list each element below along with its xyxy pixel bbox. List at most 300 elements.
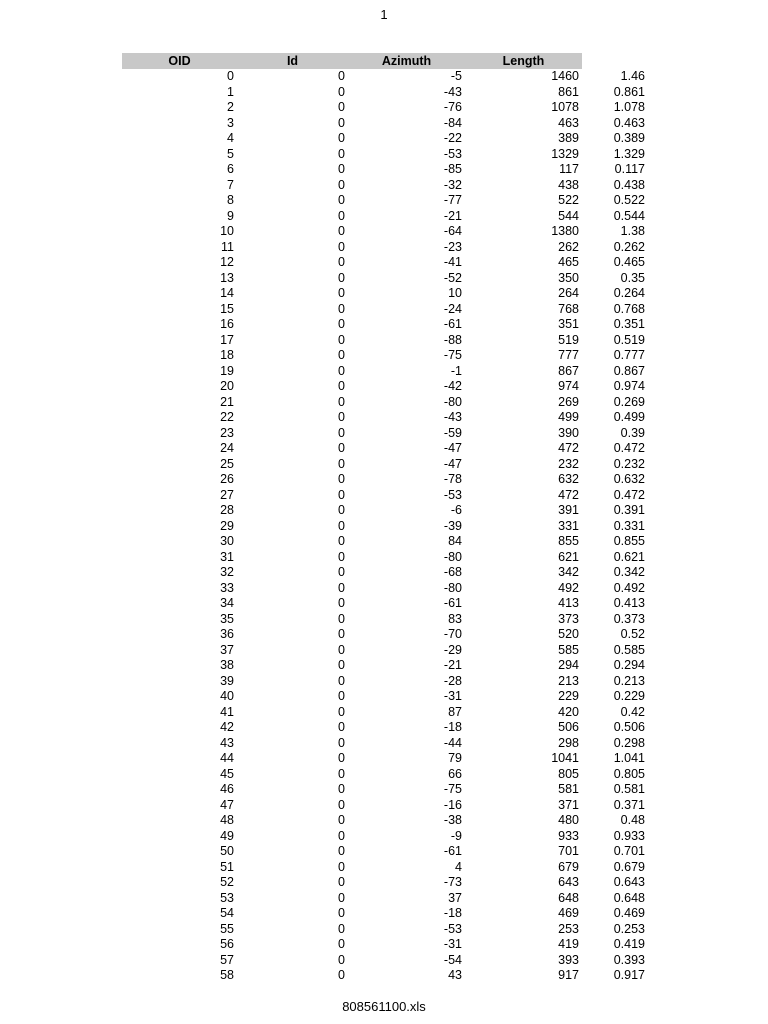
id-cell: 0 [338, 379, 345, 393]
id-cell: 0 [338, 968, 345, 982]
azimuth-cell: -18 [443, 906, 462, 920]
azimuth-cell: -28 [443, 673, 462, 688]
oid-cell: 35 [220, 611, 234, 626]
azimuth-cell: 66 [448, 766, 462, 781]
length-km-cell: 1.329 [613, 146, 645, 161]
id-cell: 0 [338, 503, 345, 517]
table-row [122, 751, 648, 767]
oid-cell: 36 [220, 627, 234, 641]
oid-cell: 23 [220, 425, 234, 440]
length-cell: 933 [558, 828, 579, 843]
table-header [122, 53, 648, 69]
oid-cell: 19 [220, 363, 234, 378]
length-cell: 855 [558, 534, 579, 548]
length-km-cell: 0.867 [613, 363, 645, 378]
length-km-cell: 0.499 [613, 410, 645, 424]
id-cell: 0 [338, 859, 345, 874]
table-row [122, 674, 648, 690]
oid-cell: 6 [227, 162, 234, 176]
length-km-cell: 0.48 [620, 813, 645, 827]
length-cell: 371 [558, 797, 579, 812]
length-km-cell: 0.632 [613, 472, 645, 486]
file-name-footer: 808561100.xls [342, 999, 426, 1014]
length-cell: 298 [558, 735, 579, 750]
length-km-cell: 0.701 [613, 844, 645, 858]
id-cell: 0 [338, 487, 345, 502]
oid-cell: 18 [220, 348, 234, 362]
oid-cell: 26 [220, 472, 234, 486]
azimuth-cell: -77 [443, 193, 462, 207]
oid-cell: 7 [227, 177, 234, 192]
table-row [122, 689, 648, 705]
length-km-cell: 0.342 [613, 565, 645, 579]
oid-cell: 12 [220, 255, 234, 269]
id-cell: 0 [338, 208, 345, 223]
table-row [122, 240, 648, 256]
length-km-cell: 0.294 [613, 658, 645, 672]
azimuth-cell: -5 [450, 69, 462, 83]
azimuth-cell: -29 [443, 642, 462, 657]
oid-cell: 52 [220, 875, 234, 889]
oid-cell: 4 [227, 131, 234, 145]
table-row [122, 457, 648, 473]
id-cell: 0 [338, 890, 345, 905]
id-cell: 0 [338, 456, 345, 471]
id-cell: 0 [338, 689, 345, 703]
id-cell: 0 [338, 131, 345, 145]
length-km-cell: 0.264 [613, 286, 645, 300]
length-km-cell: 0.229 [613, 689, 645, 703]
azimuth-cell: -70 [443, 627, 462, 641]
table-row [122, 705, 648, 721]
length-cell: 253 [558, 921, 579, 936]
table-row [122, 767, 648, 783]
length-km-cell: 0.117 [614, 162, 645, 176]
azimuth-cell: -84 [443, 115, 462, 130]
length-km-cell: 0.351 [613, 317, 645, 331]
table-row [122, 131, 648, 147]
page-number: 1 [380, 7, 388, 22]
oid-cell: 11 [221, 239, 234, 254]
id-cell: 0 [338, 828, 345, 843]
azimuth-cell: -6 [450, 503, 462, 517]
column-header-id: Id [237, 53, 348, 69]
table-row [122, 286, 648, 302]
azimuth-cell: -61 [443, 317, 462, 331]
azimuth-cell: -21 [443, 658, 462, 672]
oid-cell: 14 [220, 286, 234, 300]
id-cell: 0 [338, 766, 345, 781]
id-cell: 0 [338, 658, 345, 672]
table-row [122, 410, 648, 426]
table-row [122, 147, 648, 163]
length-km-cell: 0.679 [613, 859, 645, 874]
length-km-cell: 0.522 [613, 193, 645, 207]
id-cell: 0 [338, 100, 345, 114]
table-row [122, 937, 648, 953]
length-km-cell: 0.262 [613, 239, 645, 254]
table-row [122, 720, 648, 736]
header-row [122, 53, 648, 69]
length-km-cell: 0.777 [613, 348, 645, 362]
length-cell: 480 [558, 813, 579, 827]
azimuth-cell: -38 [443, 813, 462, 827]
length-km-cell: 0.861 [613, 84, 645, 99]
azimuth-cell: -80 [443, 394, 462, 409]
table-row [122, 968, 648, 984]
azimuth-cell: 84 [448, 534, 462, 548]
azimuth-cell: 4 [455, 859, 462, 874]
id-cell: 0 [338, 549, 345, 564]
oid-cell: 57 [220, 952, 234, 967]
table-row [122, 302, 648, 318]
table-row [122, 922, 648, 938]
length-km-cell: 0.643 [613, 875, 645, 889]
length-km-cell: 1.078 [613, 100, 645, 114]
length-cell: 1078 [551, 100, 579, 114]
length-km-cell: 0.805 [613, 766, 645, 781]
length-km-cell: 0.472 [613, 441, 645, 455]
column-header-azimuth: Azimuth [348, 53, 465, 69]
oid-cell: 1 [227, 84, 234, 99]
table-row [122, 224, 648, 240]
table-row [122, 550, 648, 566]
length-km-cell: 0.371 [613, 797, 645, 812]
table-row [122, 209, 648, 225]
length-cell: 472 [558, 487, 579, 502]
length-km-cell: 0.463 [613, 115, 645, 130]
oid-cell: 44 [220, 751, 234, 765]
table-row [122, 519, 648, 535]
length-cell: 229 [558, 689, 579, 703]
oid-cell: 48 [220, 813, 234, 827]
table-row [122, 348, 648, 364]
azimuth-cell: -31 [443, 689, 462, 703]
length-km-cell: 0.393 [613, 952, 645, 967]
length-cell: 351 [558, 317, 579, 331]
table-row [122, 503, 648, 519]
id-cell: 0 [338, 286, 345, 300]
azimuth-cell: 83 [448, 611, 462, 626]
azimuth-cell: -73 [443, 875, 462, 889]
length-km-cell: 0.621 [613, 549, 645, 564]
length-km-cell: 0.232 [613, 456, 645, 471]
table-row [122, 193, 648, 209]
azimuth-cell: -54 [443, 952, 462, 967]
id-cell: 0 [338, 937, 345, 951]
length-km-cell: 0.917 [613, 968, 645, 982]
length-cell: 117 [559, 162, 579, 176]
length-cell: 777 [558, 348, 579, 362]
length-cell: 585 [558, 642, 579, 657]
length-cell: 679 [558, 859, 579, 874]
length-cell: 262 [558, 239, 579, 254]
length-km-cell: 0.855 [613, 534, 645, 548]
length-km-cell: 0.52 [620, 627, 645, 641]
table-row [122, 829, 648, 845]
oid-cell: 47 [220, 797, 234, 812]
oid-cell: 10 [220, 224, 234, 238]
table-row [122, 317, 648, 333]
column-header-length: Length [465, 53, 582, 69]
id-cell: 0 [338, 704, 345, 719]
length-cell: 350 [558, 270, 579, 285]
oid-cell: 21 [220, 394, 234, 409]
length-km-cell: 0.933 [613, 828, 645, 843]
id-cell: 0 [338, 146, 345, 161]
id-cell: 0 [338, 565, 345, 579]
table-row [122, 534, 648, 550]
azimuth-cell: -1 [450, 363, 462, 378]
length-cell: 581 [558, 782, 579, 796]
length-cell: 469 [558, 906, 579, 920]
oid-cell: 54 [220, 906, 234, 920]
id-cell: 0 [338, 224, 345, 238]
length-km-cell: 0.269 [613, 394, 645, 409]
table-row [122, 860, 648, 876]
id-cell: 0 [338, 177, 345, 192]
oid-cell: 51 [220, 859, 234, 874]
length-cell: 465 [558, 255, 579, 269]
length-km-cell: 0.389 [613, 131, 645, 145]
length-km-cell: 1.46 [620, 69, 645, 83]
id-cell: 0 [338, 952, 345, 967]
azimuth-cell: -47 [443, 456, 462, 471]
table-row [122, 379, 648, 395]
oid-cell: 32 [220, 565, 234, 579]
table-row [122, 116, 648, 132]
id-cell: 0 [338, 518, 345, 533]
length-cell: 621 [558, 549, 579, 564]
length-cell: 1460 [551, 69, 579, 83]
length-cell: 1329 [551, 146, 579, 161]
id-cell: 0 [338, 906, 345, 920]
length-cell: 520 [558, 627, 579, 641]
table-row [122, 69, 648, 85]
azimuth-cell: -32 [443, 177, 462, 192]
oid-cell: 0 [227, 69, 234, 83]
id-cell: 0 [338, 332, 345, 347]
oid-cell: 2 [227, 100, 234, 114]
length-km-cell: 0.544 [613, 208, 645, 223]
table-row [122, 100, 648, 116]
table-row [122, 953, 648, 969]
length-cell: 643 [558, 875, 579, 889]
oid-cell: 39 [220, 673, 234, 688]
id-cell: 0 [338, 782, 345, 796]
oid-cell: 22 [220, 410, 234, 424]
id-cell: 0 [338, 472, 345, 486]
id-cell: 0 [338, 162, 345, 176]
azimuth-cell: -64 [443, 224, 462, 238]
id-cell: 0 [338, 627, 345, 641]
length-km-cell: 0.298 [613, 735, 645, 750]
length-cell: 420 [558, 704, 579, 719]
id-cell: 0 [338, 115, 345, 130]
length-km-cell: 0.35 [620, 270, 645, 285]
azimuth-cell: -53 [443, 487, 462, 502]
length-cell: 1380 [551, 224, 579, 238]
table-row [122, 906, 648, 922]
oid-cell: 33 [220, 580, 234, 595]
oid-cell: 50 [220, 844, 234, 858]
id-cell: 0 [338, 813, 345, 827]
length-cell: 544 [558, 208, 579, 223]
length-km-cell: 0.519 [613, 332, 645, 347]
length-cell: 373 [558, 611, 579, 626]
length-cell: 438 [558, 177, 579, 192]
oid-cell: 43 [220, 735, 234, 750]
oid-cell: 13 [220, 270, 234, 285]
azimuth-cell: -44 [443, 735, 462, 750]
length-km-cell: 0.472 [613, 487, 645, 502]
table-row [122, 395, 648, 411]
length-cell: 342 [558, 565, 579, 579]
table-row [122, 426, 648, 442]
table-row [122, 844, 648, 860]
azimuth-cell: -23 [443, 239, 462, 254]
length-cell: 294 [558, 658, 579, 672]
length-cell: 389 [558, 131, 579, 145]
azimuth-cell: -41 [443, 255, 462, 269]
azimuth-cell: -88 [443, 332, 462, 347]
oid-cell: 15 [220, 301, 234, 316]
length-km-cell: 0.42 [620, 704, 645, 719]
id-cell: 0 [338, 534, 345, 548]
oid-cell: 25 [220, 456, 234, 471]
azimuth-cell: -80 [443, 580, 462, 595]
length-cell: 390 [558, 425, 579, 440]
azimuth-cell: -76 [443, 100, 462, 114]
table-row [122, 488, 648, 504]
length-cell: 861 [558, 84, 579, 99]
length-km-cell: 0.419 [613, 937, 645, 951]
length-cell: 393 [558, 952, 579, 967]
table-row [122, 891, 648, 907]
azimuth-cell: -61 [443, 596, 462, 610]
length-km-cell: 1.38 [620, 224, 645, 238]
length-cell: 269 [558, 394, 579, 409]
oid-cell: 40 [220, 689, 234, 703]
azimuth-cell: -68 [443, 565, 462, 579]
table-row [122, 441, 648, 457]
oid-cell: 3 [227, 115, 234, 130]
column-header-blank [582, 53, 648, 69]
length-km-cell: 0.465 [613, 255, 645, 269]
id-cell: 0 [338, 301, 345, 316]
oid-cell: 27 [220, 487, 234, 502]
azimuth-cell: -39 [443, 518, 462, 533]
oid-cell: 28 [220, 503, 234, 517]
table-row [122, 255, 648, 271]
oid-cell: 45 [220, 766, 234, 781]
azimuth-cell: -21 [443, 208, 462, 223]
table-row [122, 472, 648, 488]
id-cell: 0 [338, 797, 345, 812]
azimuth-cell: 87 [448, 704, 462, 719]
table-row [122, 643, 648, 659]
oid-cell: 53 [220, 890, 234, 905]
length-cell: 499 [558, 410, 579, 424]
oid-cell: 24 [220, 441, 234, 455]
id-cell: 0 [338, 720, 345, 734]
azimuth-cell: -42 [443, 379, 462, 393]
azimuth-cell: -59 [443, 425, 462, 440]
id-cell: 0 [338, 735, 345, 750]
oid-cell: 20 [220, 379, 234, 393]
table-row [122, 875, 648, 891]
length-cell: 768 [558, 301, 579, 316]
oid-cell: 41 [220, 704, 234, 719]
oid-cell: 5 [227, 146, 234, 161]
column-header-oid: OID [122, 53, 237, 69]
length-cell: 463 [558, 115, 579, 130]
length-cell: 264 [558, 286, 579, 300]
id-cell: 0 [338, 69, 345, 83]
azimuth-cell: -9 [450, 828, 462, 843]
azimuth-cell: -16 [443, 797, 462, 812]
oid-cell: 31 [220, 549, 234, 564]
id-cell: 0 [338, 410, 345, 424]
oid-cell: 56 [220, 937, 234, 951]
azimuth-cell: 37 [448, 890, 462, 905]
table-row [122, 162, 648, 178]
length-cell: 413 [558, 596, 579, 610]
id-cell: 0 [338, 580, 345, 595]
length-cell: 391 [558, 503, 579, 517]
azimuth-cell: -43 [443, 410, 462, 424]
id-cell: 0 [338, 642, 345, 657]
length-cell: 648 [558, 890, 579, 905]
table-row [122, 596, 648, 612]
length-km-cell: 0.331 [613, 518, 645, 533]
azimuth-cell: -53 [443, 921, 462, 936]
length-km-cell: 0.492 [613, 580, 645, 595]
id-cell: 0 [338, 84, 345, 99]
length-km-cell: 0.391 [613, 503, 645, 517]
azimuth-cell: -24 [443, 301, 462, 316]
azimuth-cell: -75 [443, 782, 462, 796]
oid-cell: 34 [220, 596, 234, 610]
id-cell: 0 [338, 611, 345, 626]
id-cell: 0 [338, 673, 345, 688]
length-cell: 974 [558, 379, 579, 393]
azimuth-cell: -53 [443, 146, 462, 161]
table-row [122, 813, 648, 829]
id-cell: 0 [338, 255, 345, 269]
oid-cell: 42 [220, 720, 234, 734]
oid-cell: 9 [227, 208, 234, 223]
length-cell: 506 [558, 720, 579, 734]
id-cell: 0 [338, 239, 345, 254]
length-cell: 492 [558, 580, 579, 595]
length-km-cell: 0.373 [613, 611, 645, 626]
oid-cell: 46 [220, 782, 234, 796]
azimuth-cell: -18 [443, 720, 462, 734]
length-cell: 1041 [551, 751, 579, 765]
length-cell: 632 [558, 472, 579, 486]
id-cell: 0 [338, 921, 345, 936]
oid-cell: 30 [220, 534, 234, 548]
oid-cell: 37 [220, 642, 234, 657]
oid-cell: 29 [220, 518, 234, 533]
length-cell: 472 [558, 441, 579, 455]
length-km-cell: 0.506 [613, 720, 645, 734]
azimuth-cell: -75 [443, 348, 462, 362]
table-row [122, 658, 648, 674]
length-cell: 519 [558, 332, 579, 347]
id-cell: 0 [338, 193, 345, 207]
